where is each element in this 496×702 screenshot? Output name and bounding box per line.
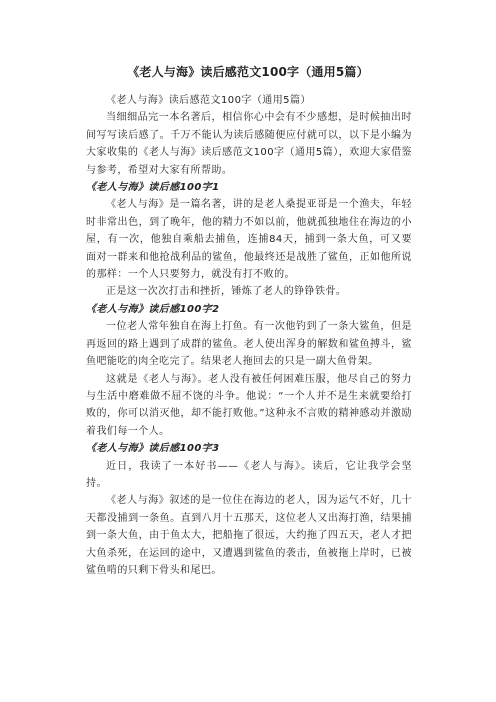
section-heading-2: 《老人与海》读后感100字2 xyxy=(86,303,220,315)
section-2-paragraph-2: 这就是《老人与海》。老人没有被任何困难压服，他尽自己的努力与生活中磨难做不屈不饶的斗争。他说：“一个人并不是生来就要给打败的，你可以消灭他，却不能打败他。”这种永不言败的精神感动并激励着我们每一个人。 xyxy=(86,373,412,437)
intro-subtitle: 《老人与海》读后感范文100字（通用5篇） xyxy=(106,95,311,106)
section-heading-3: 《老人与海》读后感100字3 xyxy=(86,443,220,455)
document-body xyxy=(86,92,412,579)
section-2-paragraph-1: 一位老人常年独自在海上打鱼。有一次他钓到了一条大鲨鱼，但是再返回的路上遇到了成群的鲨鱼。老人使出浑身的解数和鲨鱼搏斗，鲨鱼吧能吃的肉全吃完了。结果老人拖回去的只是一副大鱼骨架。 xyxy=(86,321,412,368)
intro-paragraph: 当细细品完一本名著后，相信你心中会有不少感想，是时候抽出时间写写读后感了。千万不能认为读后感随便应付就可以，以下是小编为大家收集的《老人与海》读后感范文100字（通用5篇），欢迎大家借鉴与参考，希望对大家有所帮助。 xyxy=(86,112,412,176)
section-heading-1: 《老人与海》读后感100字1 xyxy=(86,182,220,194)
section-1-paragraph-1: 《老人与海》是一篇名著，讲的是老人桑提亚哥是一个渔夫，年轻时非常出色，到了晚年，他的精力不如以前，他就孤独地住在海边的小屋，有一次，他独自乘船去捕鱼，连捕84天，捕到一条大鱼，可又要面对一群来和他抢战利品的鲨鱼，他最终还是战胜了鲨鱼，正如他所说的那样：一个人只要努力，就没有打不败的。 xyxy=(86,199,412,281)
section-3-paragraph-2: 《老人与海》叙述的是一位住在海边的老人，因为运气不好，几十天都没捕到一条鱼。直到八月十五那天，这位老人又出海打渔，结果捕到一条大鱼，由于鱼太大，把船拖了很远，大约拖了四五天，老人才把大鱼杀死，在运回的途中，又遭遇到鲨鱼的袭击，鱼被拖上岸时，已被鲨鱼啃的只剩下骨头和尾巴。 xyxy=(86,495,412,576)
page-title: 《老人与海》读后感范文100字（通用5篇） xyxy=(127,65,369,79)
section-3-paragraph-1: 近日，我读了一本好书——《老人与海》。读后，它让我学会坚持。 xyxy=(86,460,412,489)
section-1-paragraph-2: 正是这一次次打击和挫折，锤炼了老人的铮铮铁骨。 xyxy=(106,286,347,298)
